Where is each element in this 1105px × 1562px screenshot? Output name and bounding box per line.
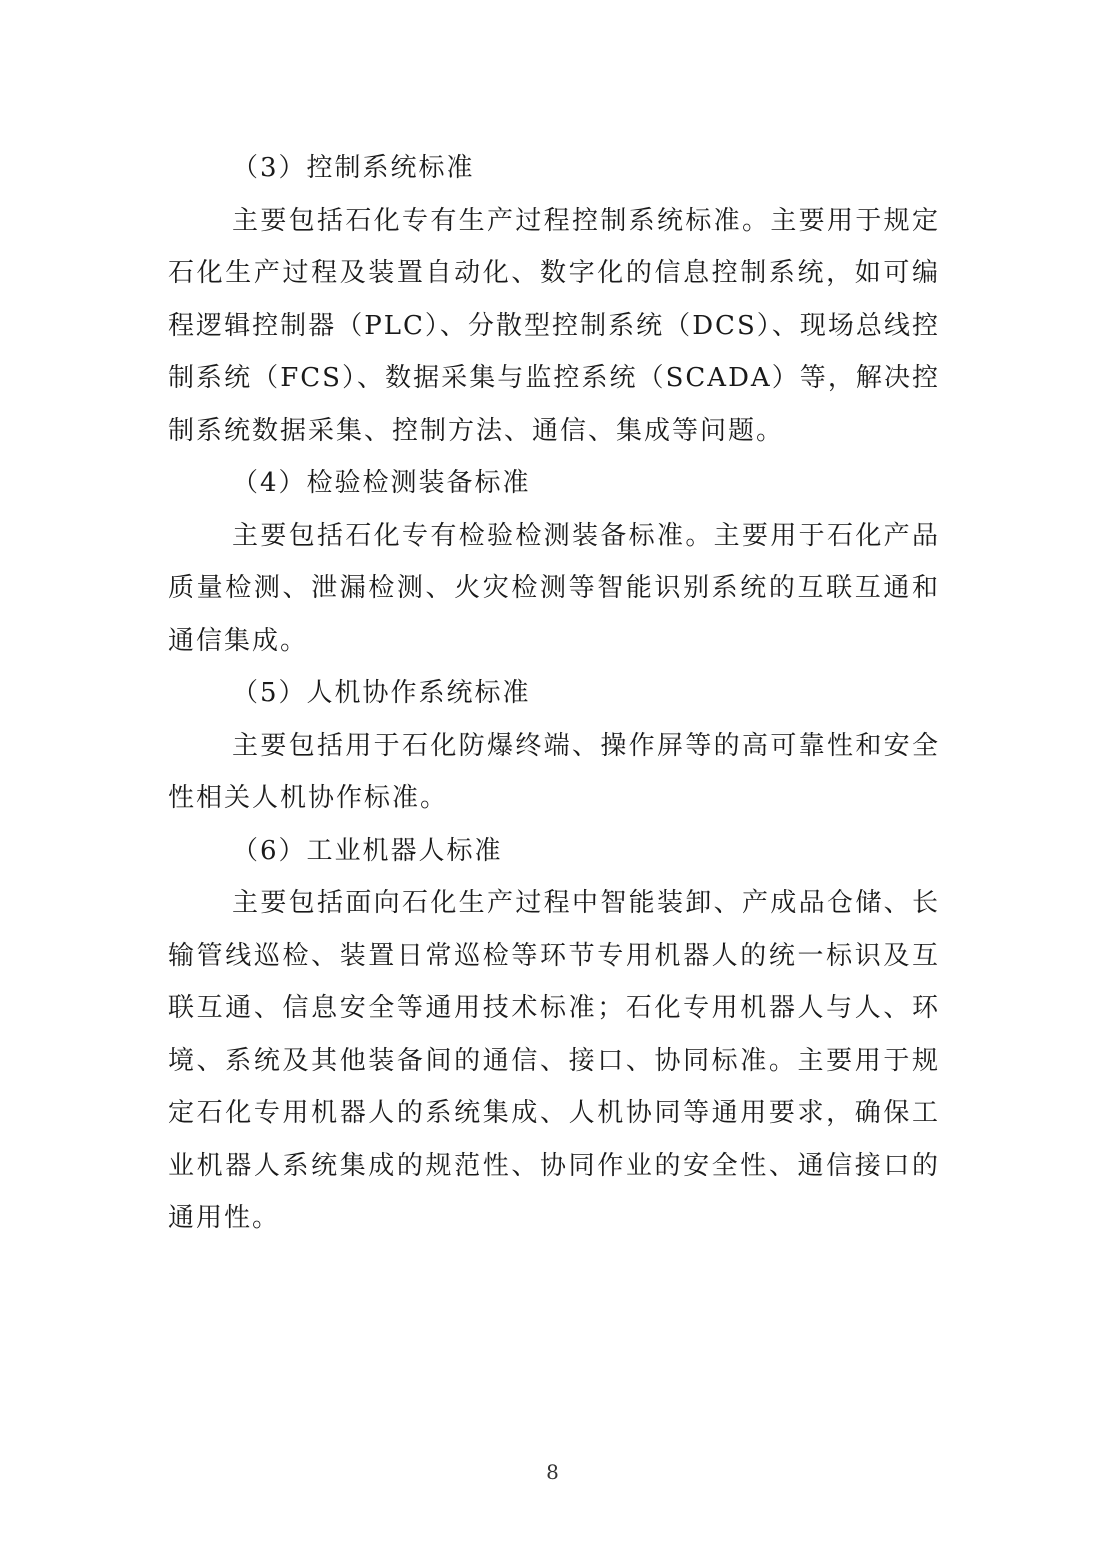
page-content <box>168 142 940 1245</box>
section-heading-human-machine-collaboration: （5）人机协作系统标准 <box>232 678 531 708</box>
section-body-human-machine-collaboration: 主要包括用于石化防爆终端、操作屏等的高可靠性和安全性相关人机协作标准。 <box>168 730 940 813</box>
section-body-inspection-equipment: 主要包括石化专有检验检测装备标准。主要用于石化产品质量检测、泄漏检测、火灾检测等智能识别系统的互联互通和通信集成。 <box>168 520 940 656</box>
section-heading-control-systems: （3）控制系统标准 <box>232 153 475 183</box>
section-heading-inspection-equipment: （4）检验检测装备标准 <box>232 468 531 498</box>
section-heading-industrial-robots: （6）工业机器人标准 <box>232 835 503 866</box>
page-number: 8 <box>546 1460 559 1484</box>
section-body-control-systems: 主要包括石化专有生产过程控制系统标准。主要用于规定石化生产过程及装置自动化、数字化的信息控制系统，如可编程逻辑控制器（PLC）、分散型控制系统（DCS）、现场总线控制系统（FCS）、数据采集与监控系统（SCADA）等，解决控制系统数据采集、控制方法、通信、集成等问题。 <box>168 205 940 446</box>
section-body-industrial-robots: 主要包括面向石化生产过程中智能装卸、产成品仓储、长输管线巡检、装置日常巡检等环节专用机器人的统一标识及互联互通、信息安全等通用技术标准；石化专用机器人与人、环境、系统及其他装备间的通信、接口、协同标准。主要用于规定石化专用机器人的系统集成、人机协同等通用要求，确保工业机器人系统集成的规范性、协同作业的安全性、通信接口的通用性。 <box>168 888 940 1233</box>
